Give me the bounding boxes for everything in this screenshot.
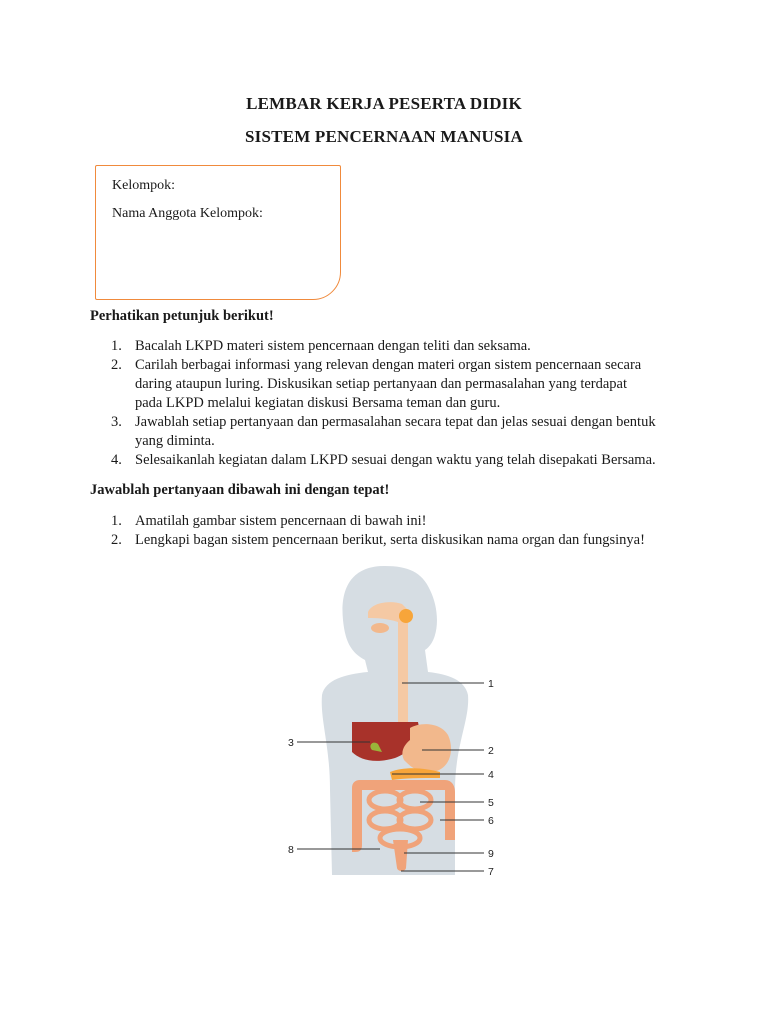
anggota-label: Nama Anggota Kelompok: — [112, 206, 263, 221]
list-item-text: daring ataupun luring. Diskusikan setiap pertanyaan dan permasalahan yang terdapat — [135, 376, 628, 392]
tongue — [371, 623, 389, 633]
list-item-text: yang diminta. — [135, 433, 215, 449]
list-item-number: 2. — [111, 532, 122, 548]
diagram-label-1: 1 — [488, 678, 494, 690]
list-item-text: Lengkapi bagan sistem pencernaan berikut, serta diskusikan nama organ dan fungsinya! — [135, 532, 645, 548]
list-item-number: 4. — [111, 452, 122, 468]
list-item-text: Amatilah gambar sistem pencernaan di bawah ini! — [135, 513, 427, 529]
diagram-label-4: 4 — [488, 769, 494, 781]
questions-heading: Jawablah pertanyaan dibawah ini dengan tepat! — [90, 482, 390, 498]
diagram-label-3: 3 — [288, 737, 294, 749]
page-subtitle: SISTEM PENCERNAAN MANUSIA — [245, 127, 523, 146]
list-item-text: Jawablah setiap pertanyaan dan permasalahan secara tepat dan jelas sesuai dengan bentuk — [135, 414, 656, 430]
list-item-text: Carilah berbagai informasi yang relevan dengan materi organ sistem pencernaan secara — [135, 357, 642, 373]
list-item-text: Bacalah LKPD materi sistem pencernaan dengan teliti dan seksama. — [135, 338, 531, 354]
diagram-label-5: 5 — [488, 797, 494, 809]
diagram-label-9: 9 — [488, 848, 494, 860]
instructions-heading: Perhatikan petunjuk berikut! — [90, 308, 274, 324]
salivary-gland — [399, 609, 413, 623]
list-item-text: pada LKPD melalui kegiatan diskusi Bersama teman dan guru. — [135, 395, 501, 411]
kelompok-label: Kelompok: — [112, 178, 175, 193]
list-item-number: 1. — [111, 513, 122, 529]
page-title: LEMBAR KERJA PESERTA DIDIK — [246, 94, 522, 113]
list-item-number: 3. — [111, 414, 122, 430]
diagram-label-2: 2 — [488, 745, 494, 757]
diagram-label-6: 6 — [488, 815, 494, 827]
list-item-text: Selesaikanlah kegiatan dalam LKPD sesuai dengan waktu yang telah disepakati Bersama. — [135, 452, 656, 468]
list-item-number: 2. — [111, 357, 122, 373]
list-item-number: 1. — [111, 338, 122, 354]
diagram-label-8: 8 — [288, 844, 294, 856]
diagram-label-7: 7 — [488, 866, 494, 878]
